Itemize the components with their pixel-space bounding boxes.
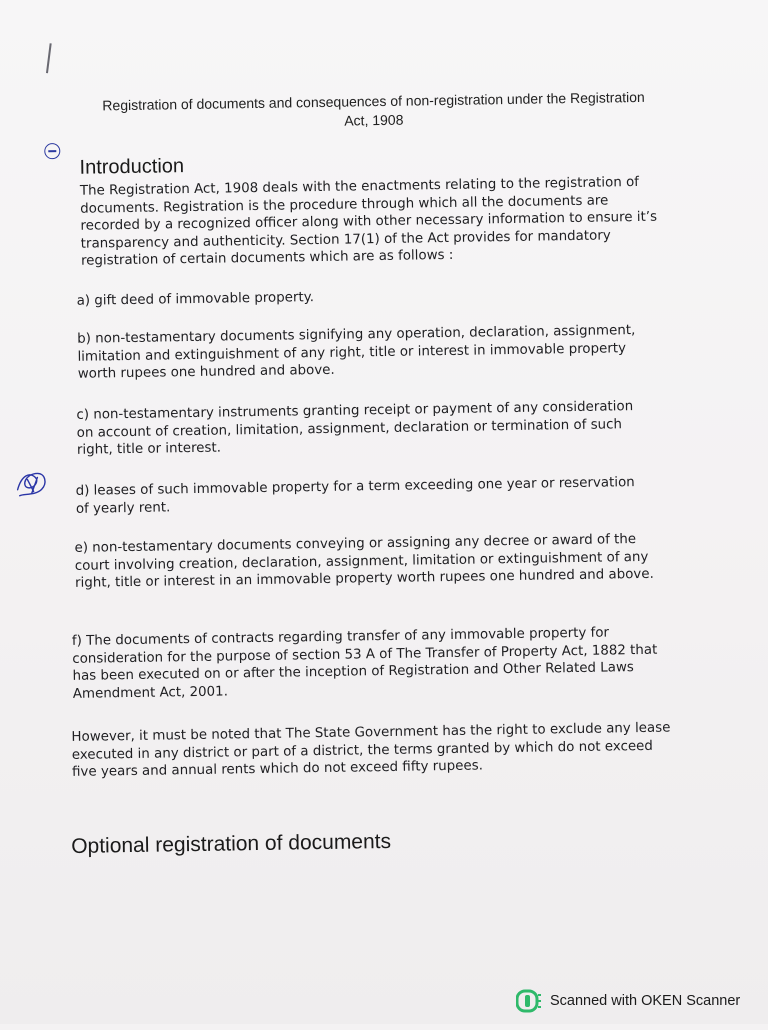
list-item-e: e) non-testamentary documents conveying or assigning any decree or award of the court involving creation, declaration, assignment, limitation or extinguishment of any right, title or interest in an immovable property worth rupees one hundred and above.	[74, 532, 654, 591]
introduction-heading: Introduction	[79, 155, 185, 179]
pen-mark	[46, 43, 52, 73]
list-item-c: c) non-testamentary instruments granting receipt or payment of any consideration on account of creation, limitation, assignment, declaration or termination of such right, title or interest.	[76, 399, 634, 458]
scanner-text: Scanned with OKEN Scanner	[550, 993, 741, 1009]
scanner-watermark	[516, 988, 740, 1014]
optional-registration-heading: Optional registration of documents	[71, 829, 392, 858]
list-item-d: d) leases of such immovable property for a term exceeding one year or reservation of yearly rent.	[75, 475, 635, 517]
intro-paragraph: The Registration Act, 1908 deals with the enactments relating to the registration of documents. Registration is the procedure through which all the documents are recorded by a recognized officer along with other necessary information to ensure it’s transparency and authenticity. Section 17(1) of the Act provides for mandatory registration of certain documents which are as follows :	[79, 174, 658, 269]
list-item-a: a) gift deed of immovable property.	[76, 290, 315, 309]
scanner-logo-icon	[516, 989, 542, 1013]
note-paragraph: However, it must be noted that The State Government has the right to exclude any lease executed in any district or part of a district, the terms granted by which do not exceed five years and annual rents which do not exceed fifty rupees.	[71, 720, 671, 780]
scribble-annotation-icon	[13, 465, 52, 500]
list-item-f: f) The documents of contracts regarding transfer of any immovable property for consideration for the purpose of section 53 A of The Transfer of Property Act, 1882 that has been executed on or after the inception of Registration and Other Related Laws Amendment Act, 2001.	[71, 625, 658, 702]
document-title: Registration of documents and consequences of non-registration under the Registration Act, 1908	[102, 88, 645, 129]
circle-annotation-icon	[44, 143, 60, 159]
list-item-b: b) non-testamentary documents signifying any operation, declaration, assignment, limitation and extinguishment of any right, title or interest in immovable property worth rupees one hundred and above.	[77, 323, 636, 382]
